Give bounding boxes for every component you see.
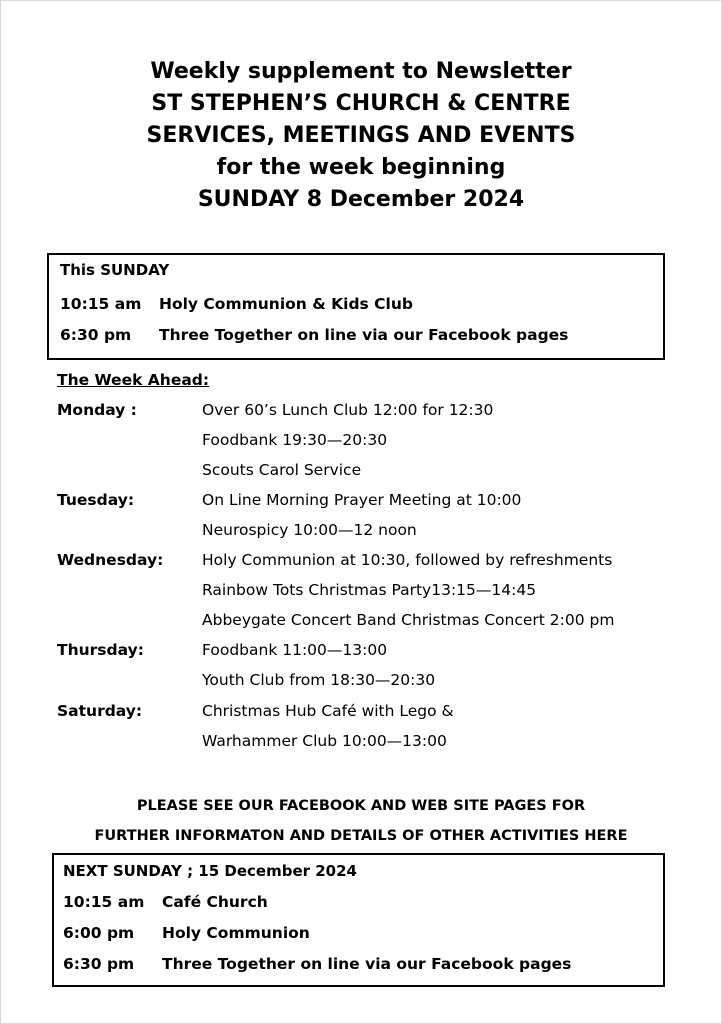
service-description: Café Church	[162, 893, 268, 911]
service-description: Three Together on line via our Facebook pages	[162, 955, 572, 973]
title-line: Weekly supplement to Newsletter	[150, 59, 572, 84]
event-item: Warhammer Club 10:00—13:00	[202, 732, 447, 750]
service-time: 6:00 pm	[63, 924, 135, 942]
next-sunday-box	[52, 853, 665, 987]
newsletter-title	[0, 56, 722, 216]
notice-line: PLEASE SEE OUR FACEBOOK AND WEB SITE PAGES FOR	[136, 798, 586, 814]
title-line: SERVICES, MEETINGS AND EVENTS	[146, 123, 576, 148]
service-description: Holy Communion	[162, 924, 310, 942]
notice-line: FURTHER INFORMATON AND DETAILS OF OTHER ACTIVITIES HERE	[94, 828, 628, 844]
service-time: 10:15 am	[63, 893, 145, 911]
service-time: 6:30 pm	[63, 955, 135, 973]
day-label-wednesday: Wednesday:	[57, 551, 164, 569]
service-description: Holy Communion & Kids Club	[159, 295, 413, 313]
next-sunday-heading: NEXT SUNDAY ; 15 December 2024	[63, 862, 357, 880]
day-label-saturday: Saturday:	[57, 702, 143, 720]
service-time: 6:30 pm	[60, 326, 132, 344]
event-item: Scouts Carol Service	[202, 461, 362, 479]
this-sunday-box	[47, 253, 665, 360]
event-item: Christmas Hub Café with Lego &	[202, 702, 454, 720]
event-item: Foodbank 19:30—20:30	[202, 431, 388, 449]
day-label-thursday: Thursday:	[57, 641, 144, 659]
event-item: Holy Communion at 10:30, followed by refreshments	[202, 551, 613, 569]
event-item: Neurospicy 10:00—12 noon	[202, 521, 417, 539]
event-item: Over 60’s Lunch Club 12:00 for 12:30	[202, 401, 494, 419]
day-label-tuesday: Tuesday:	[57, 491, 135, 509]
event-item: On Line Morning Prayer Meeting at 10:00	[202, 491, 522, 509]
title-line: ST STEPHEN’S CHURCH & CENTRE	[151, 91, 571, 116]
event-item: Youth Club from 18:30—20:30	[202, 671, 436, 689]
title-line: for the week beginning	[216, 155, 506, 180]
week-ahead-heading: The Week Ahead:	[57, 371, 210, 389]
service-time: 10:15 am	[60, 295, 142, 313]
event-item: Rainbow Tots Christmas Party13:15—14:45	[202, 581, 537, 599]
website-notice	[0, 791, 722, 851]
service-description: Three Together on line via our Facebook pages	[159, 326, 569, 344]
title-line: SUNDAY 8 December 2024	[197, 187, 525, 212]
this-sunday-heading: This SUNDAY	[60, 261, 170, 279]
event-item: Abbeygate Concert Band Christmas Concert 2:00 pm	[202, 611, 615, 629]
day-label-monday: Monday :	[57, 401, 137, 419]
event-item: Foodbank 11:00—13:00	[202, 641, 388, 659]
